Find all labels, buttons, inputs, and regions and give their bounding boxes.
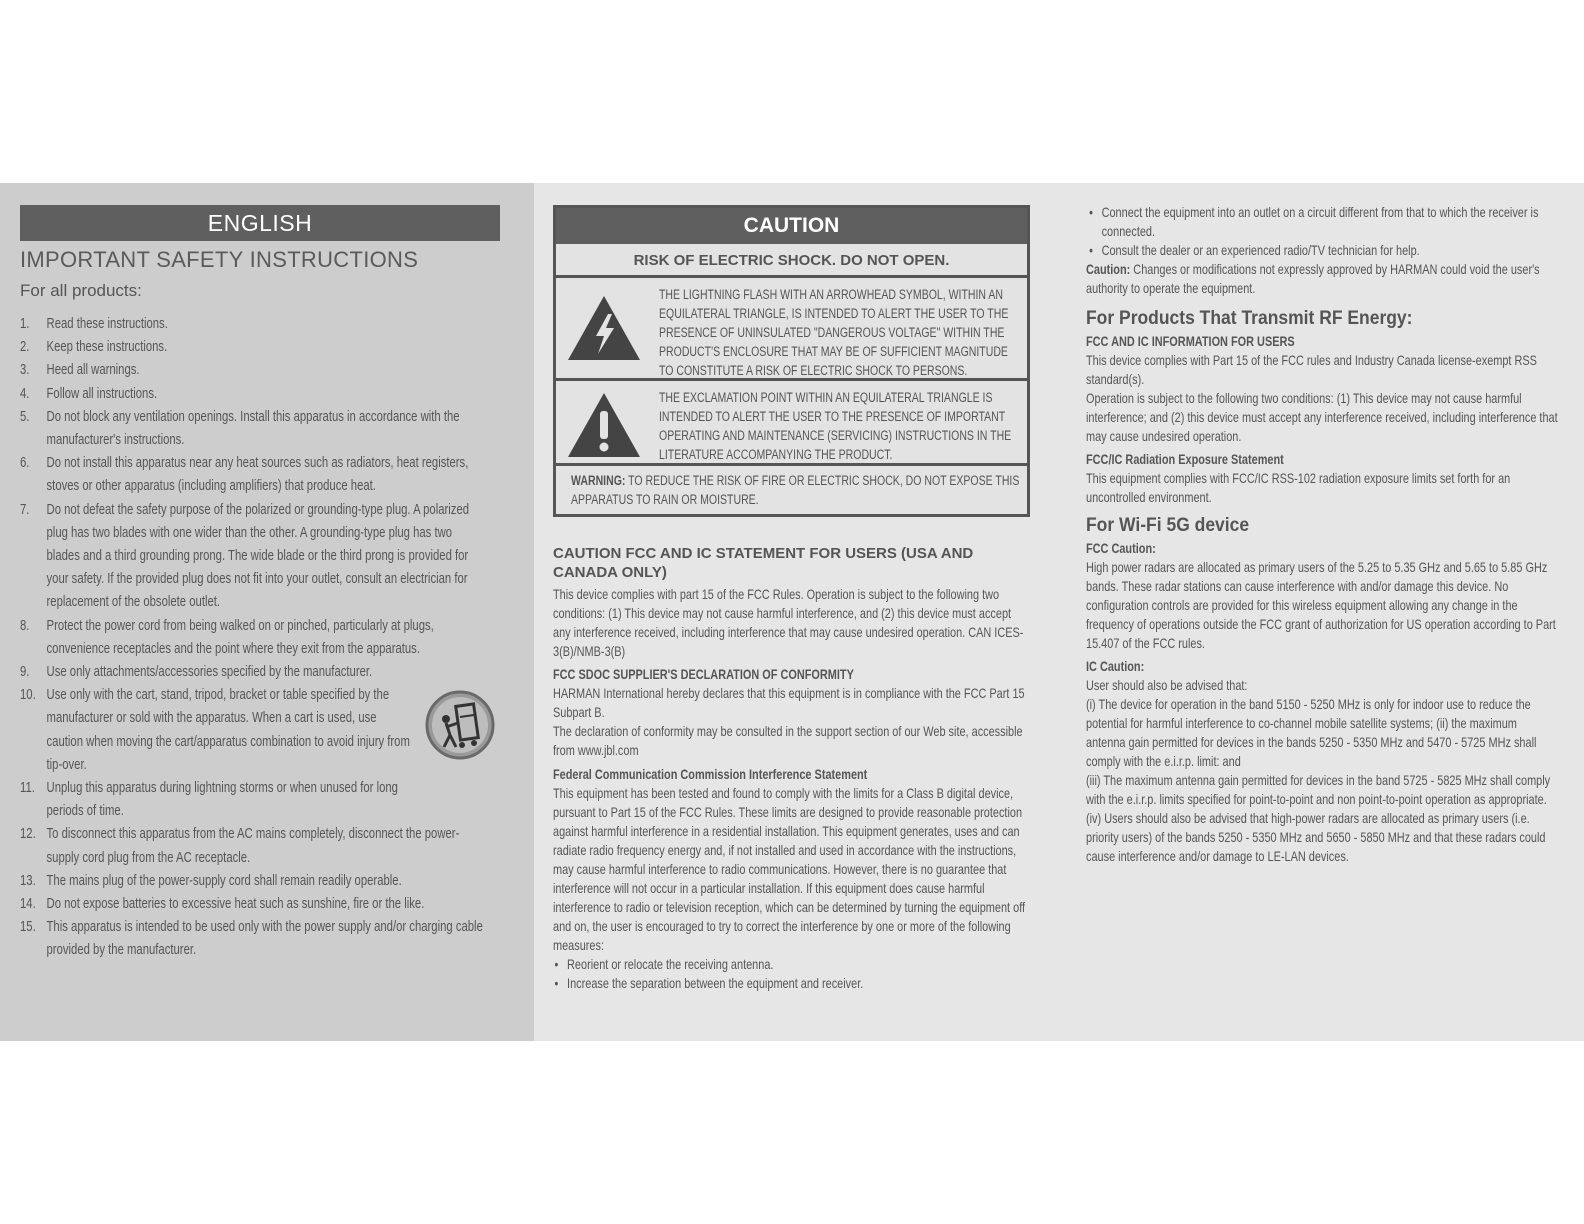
list-item: 2. Keep these instructions.: [20, 339, 168, 356]
exclamation-warning-icon: [566, 389, 642, 461]
list-item: • Consult the dealer or an experienced radio/TV technician for help.: [1086, 241, 1558, 260]
list-item: 6. Do not install this apparatus near any heat sources such as radiators, heat registers, stoves or other apparatus (including amplifiers) that produce heat.: [20, 455, 469, 495]
safety-instructions-panel: [0, 183, 534, 1041]
wifi-heading: For Wi-Fi 5G device: [1086, 515, 1250, 536]
fcc-statement-body: [553, 585, 1030, 993]
list-item: 11. Unplug this apparatus during lightning storms or when unused for long periods of time.: [20, 780, 398, 820]
list-item: 14. Do not expose batteries to excessive heat such as sunshine, fire or the like.: [20, 896, 425, 913]
instruction-list: [20, 313, 488, 963]
fcc-caution-title: FCC Caution:: [1086, 540, 1156, 556]
list-item: 10. Use only with the cart, stand, tripod, bracket or table specified by the manufacturer or sold with the apparatus. When a cart is used, use caution when moving the cart/apparatus combination to avoid injury from tip-over.: [20, 687, 410, 773]
page-title: IMPORTANT SAFETY INSTRUCTIONS: [20, 247, 419, 272]
radiation-title: FCC/IC Radiation Exposure Statement: [1086, 451, 1284, 467]
ic-caution-paragraph-3: (iii) The maximum antenna gain permitted for devices in the band 5725 - 5825 MHz shall comply with the e.i.r.p. limits specified for point-to-point and non point-to-point operation as appropriate.: [1086, 772, 1551, 807]
caution-risk-line: RISK OF ELECTRIC SHOCK. DO NOT OPEN.: [556, 244, 1027, 278]
list-item: 13. The mains plug of the power-supply cord shall remain readily operable.: [20, 872, 402, 889]
warning-text: TO REDUCE THE RISK OF FIRE OR ELECTRIC SHOCK, DO NOT EXPOSE THIS APPARATUS TO RAIN OR MOISTURE.: [571, 473, 1020, 507]
sdoc-paragraph-2: The declaration of conformity may be consulted in the support section of our Web site, accessible from www.jbl.com: [553, 723, 1023, 758]
ic-caution-paragraph-4: (iv) Users should also be advised that high-power radars are allocated as primary users (i.e. priority users) of the bands 5250 - 5350 MHz and 5650 - 5850 MHz and that these radars could cause interference and/or damage to LE-LAN devices.: [1086, 810, 1546, 864]
exclamation-row: [556, 381, 1027, 466]
list-item: • Reorient or relocate the receiving antenna.: [553, 955, 1030, 974]
list-item: • Increase the separation between the equipment and receiver.: [553, 974, 1030, 993]
list-item: 5. Do not block any ventilation openings. Install this apparatus in accordance with the manufacturer's instructions.: [20, 408, 460, 449]
fcc-interference-paragraph: This equipment has been tested and found to comply with the limits for a Class B digital device, pursuant to Part 15 of the FCC Rules. These limits are designed to provide reasonable protection against harmful interference in a residential installation. This equipment generates, uses and can radiate radio frequency energy and, if not installed and used in accordance with the instructions, may cause harmful interference to radio communications. However, there is no guarantee that interference will not occur in a particular installation. If this equipment does cause harmful interference to radio or television reception, which can be determined by turning the equipment off and on, the user is encouraged to try to correct the interference by one or more of the following measures:: [553, 785, 1026, 953]
warning-row: [556, 466, 1027, 512]
caution-box: [553, 205, 1030, 517]
lightning-row: [556, 278, 1027, 381]
sdoc-title: FCC SDOC SUPPLIER'S DECLARATION OF CONFORMITY: [553, 666, 854, 682]
ic-paragraph-2: Operation is subject to the following two conditions: (1) This device may not cause harmful interference; and (2) this device must accept any interference received, including interference that may cause undesired operation.: [1086, 390, 1558, 444]
sdoc-paragraph: HARMAN International hereby declares that this equipment is in compliance with the FCC Part 15 Subpart B.: [553, 685, 1025, 720]
caution-note: Caution: Changes or modifications not expressly approved by HARMAN could void the user's authority to operate the equipment.: [1086, 261, 1540, 296]
list-item: 12. To disconnect this apparatus from the AC mains completely, disconnect the power-supply cord plug from the AC receptacle.: [20, 826, 460, 866]
ic-caution-title: IC Caution:: [1086, 658, 1145, 674]
lightning-text: THE LIGHTNING FLASH WITH AN ARROWHEAD SYMBOL, WITHIN AN EQUILATERAL TRIANGLE, IS INTENDED TO ALERT THE USER TO THE PRESENCE OF UNINSULATED "DANGEROUS VOLTAGE" WITHIN THE PRODUCT'S ENCLOSURE THAT MAY BE OF SUFFICIENT MAGNITUDE TO CONSTITUTE A RISK OF ELECTRIC SHOCK TO PERSONS.: [659, 287, 1009, 378]
lightning-warning-icon: [566, 292, 642, 364]
fcc-section-title: CAUTION FCC AND IC STATEMENT FOR USERS (USA AND CANADA ONLY): [553, 545, 974, 581]
list-item: 3. Heed all warnings.: [20, 362, 140, 379]
measures-list-continued: [1086, 203, 1558, 260]
list-item: 4. Follow all instructions.: [20, 385, 158, 402]
ic-paragraph: This device complies with Part 15 of the FCC rules and Industry Canada license-exempt RSS standard(s).: [1086, 352, 1537, 387]
list-item: 1. Read these instructions.: [20, 316, 168, 332]
manual-sheet: [0, 183, 1584, 1041]
warning-label: WARNING:: [571, 473, 626, 488]
rf-heading: For Products That Transmit RF Energy:: [1086, 308, 1413, 329]
list-item: 7. Do not defeat the safety purpose of the polarized or grounding-type plug. A polarized plug has two blades with one wider than the other. A grounding-type plug has two blades and a third grounding prong. The wide blade or the third prong is provided for your safety. If the provided plug does not fit into your outlet, consult an electrician for replacement of the obsolete outlet.: [20, 501, 470, 611]
list-item: 9. Use only attachments/accessories specified by the manufacturer.: [20, 664, 373, 681]
cart-tipover-icon: [424, 689, 496, 761]
section-subtitle: For all products:: [20, 281, 142, 300]
language-header: ENGLISH: [20, 205, 500, 241]
caution-header: CAUTION: [556, 208, 1027, 244]
rf-info-column: [1086, 203, 1558, 866]
ic-info-title: FCC AND IC INFORMATION FOR USERS: [1086, 333, 1295, 349]
ic-caution-paragraph-2: (i) The device for operation in the band 5150 - 5250 MHz is only for indoor use to reduce the potential for harmful interference to co-channel mobile satellite systems; (ii) the maximum antenna gain permitted for devices in the bands 5250 - 5350 MHz and 5470 - 5725 MHz shall comply with the e.i.r.p. limit: and: [1086, 696, 1537, 769]
radiation-paragraph: This equipment complies with FCC/IC RSS-102 radiation exposure limits set forth for an uncontrolled environment.: [1086, 470, 1511, 505]
fcc-caution-paragraph: High power radars are allocated as primary users of the 5.25 to 5.35 GHz and 5.65 to 5.85 GHz bands. These radar stations can cause interference with and/or damage this device. No configuration controls are provided for this wireless equipment allowing any change in the frequency of operations outside the FCC grant of authorization for US operation according to Part 15.407 of the FCC rules.: [1086, 559, 1556, 651]
exclamation-text: THE EXCLAMATION POINT WITHIN AN EQUILATERAL TRIANGLE IS INTENDED TO ALERT THE USER TO THE PRESENCE OF IMPORTANT OPERATING AND MAINTENANCE (SERVICING) INSTRUCTIONS IN THE LITERATURE ACCOMPANYING THE PRODUCT.: [659, 390, 1012, 462]
list-item: 8. Protect the power cord from being walked on or pinched, particularly at plugs, convenience receptacles and the point where they exit from the apparatus.: [20, 617, 434, 657]
list-item: • Connect the equipment into an outlet on a circuit different from that to which the receiver is connected.: [1086, 203, 1558, 241]
fcc-paragraph: This device complies with part 15 of the FCC Rules. Operation is subject to the following two conditions: (1) This device may not cause harmful interference, and (2) this device must accept any interference received, including interference that may cause undesired operation. CAN ICES-3(B)/NMB-3(B): [553, 586, 1024, 659]
measures-list: [553, 955, 1030, 993]
fcc-section-title-block: [553, 544, 1033, 582]
fcc-interference-title: Federal Communication Commission Interference Statement: [553, 766, 868, 782]
ic-caution-paragraph: User should also be advised that:: [1086, 677, 1248, 693]
list-item: 15. This apparatus is intended to be used only with the power supply and/or charging cable provided by the manufacturer.: [20, 919, 483, 959]
